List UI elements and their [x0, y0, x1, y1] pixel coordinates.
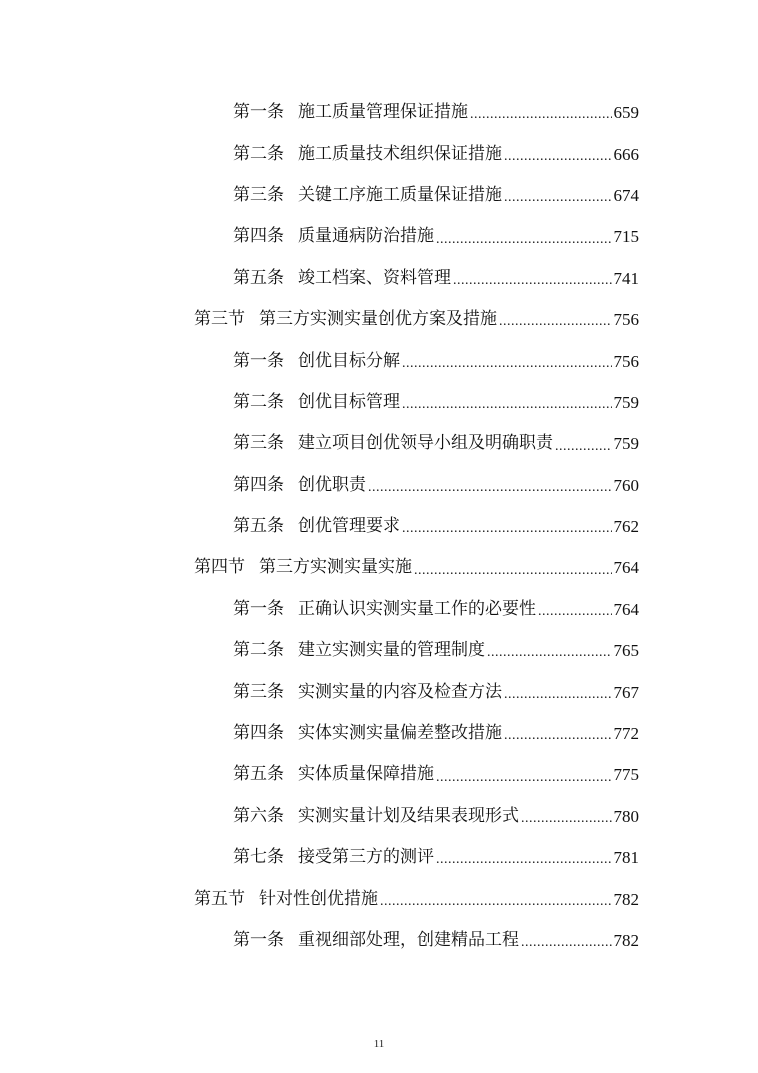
- dot-leader: [436, 233, 612, 258]
- toc-entry-number: 第三节: [194, 309, 245, 330]
- toc-entry[interactable]: [0, 465, 758, 506]
- toc-entry-page: 782: [613, 889, 639, 909]
- dot-leader: [521, 936, 612, 961]
- toc-entry-number: 第五节: [194, 888, 245, 909]
- toc-entry-title: 第三方实测实量创优方案及措施: [259, 309, 497, 330]
- toc-entry-title: 针对性创优措施: [259, 888, 378, 909]
- toc-section-entry[interactable]: [0, 299, 758, 340]
- toc-entry-number: 第四条: [233, 723, 284, 744]
- toc-entry[interactable]: [0, 754, 758, 795]
- toc-entry-number: 第五条: [233, 267, 284, 288]
- toc-entry-title: 创优目标分解: [298, 350, 400, 371]
- toc-entry-page: 759: [613, 434, 639, 454]
- toc-entry[interactable]: [0, 423, 758, 464]
- toc-entry-number: 第一条: [233, 350, 284, 371]
- toc-entry-number: 第四条: [233, 474, 284, 495]
- toc-entry[interactable]: [0, 920, 758, 961]
- toc-entry[interactable]: [0, 175, 758, 216]
- toc-entry[interactable]: [0, 216, 758, 257]
- toc-entry-page: 767: [613, 682, 639, 702]
- dot-leader: [555, 440, 612, 465]
- toc-entry-number: 第一条: [233, 102, 284, 123]
- toc-entry-title: 实体质量保障措施: [298, 764, 434, 785]
- toc-entry-title: 实测实量的内容及检查方法: [298, 681, 502, 702]
- toc-entry-page: 759: [613, 392, 639, 412]
- dot-leader: [521, 812, 612, 837]
- toc-entry-title: 创优目标管理: [298, 391, 400, 412]
- toc-entry-page: 762: [613, 517, 639, 537]
- dot-leader: [470, 108, 612, 133]
- toc-entry-number: 第一条: [233, 598, 284, 619]
- toc-entry[interactable]: [0, 506, 758, 547]
- table-of-contents: [0, 92, 758, 961]
- toc-entry-title: 创优管理要求: [298, 516, 400, 537]
- dot-leader: [538, 605, 612, 630]
- dot-leader: [368, 481, 612, 506]
- dot-leader: [402, 398, 612, 423]
- toc-entry[interactable]: [0, 340, 758, 381]
- toc-entry-page: 775: [613, 765, 639, 785]
- toc-entry-number: 第六条: [233, 805, 284, 826]
- toc-entry-number: 第七条: [233, 847, 284, 868]
- toc-entry[interactable]: [0, 630, 758, 671]
- toc-entry[interactable]: [0, 671, 758, 712]
- toc-section-entry[interactable]: [0, 547, 758, 588]
- toc-entry-page: 765: [613, 641, 639, 661]
- dot-leader: [487, 646, 612, 671]
- dot-leader: [414, 564, 612, 589]
- toc-entry-title: 施工质量管理保证措施: [298, 102, 468, 123]
- toc-entry-page: 715: [613, 227, 639, 247]
- toc-entry-title: 接受第三方的测评: [298, 847, 434, 868]
- toc-entry[interactable]: [0, 92, 758, 133]
- toc-entry[interactable]: [0, 589, 758, 630]
- toc-entry-page: 782: [613, 931, 639, 950]
- toc-entry-title: 关键工序施工质量保证措施: [298, 184, 502, 205]
- toc-entry-number: 第二条: [233, 391, 284, 412]
- toc-entry-page: 760: [613, 475, 639, 495]
- toc-entry[interactable]: [0, 133, 758, 174]
- page-number: 11: [373, 1038, 385, 1050]
- toc-entry-page: 764: [613, 599, 639, 619]
- toc-entry-page: 781: [613, 848, 639, 868]
- toc-entry-page: 659: [613, 103, 639, 123]
- toc-entry-number: 第二条: [233, 143, 284, 164]
- toc-entry[interactable]: [0, 796, 758, 837]
- toc-entry-number: 第五条: [233, 764, 284, 785]
- toc-entry[interactable]: [0, 382, 758, 423]
- dot-leader: [504, 150, 612, 175]
- toc-entry-title: 正确认识实测实量工作的必要性: [298, 598, 536, 619]
- toc-entry-number: 第五条: [233, 516, 284, 537]
- toc-section-entry[interactable]: [0, 878, 758, 919]
- toc-entry-page: 756: [613, 351, 639, 371]
- dot-leader: [499, 315, 612, 340]
- toc-entry-title: 竣工档案、资料管理: [298, 267, 451, 288]
- toc-entry-number: 第三条: [233, 681, 284, 702]
- toc-entry[interactable]: [0, 713, 758, 754]
- toc-entry-number: 第三条: [233, 433, 284, 454]
- toc-entry-title: 质量通病防治措施: [298, 226, 434, 247]
- toc-entry-title: 创优职责: [298, 474, 366, 495]
- toc-entry-title: 实测实量计划及结果表现形式: [298, 805, 519, 826]
- toc-entry-page: 772: [613, 724, 639, 744]
- toc-entry-number: 第一条: [233, 930, 284, 950]
- toc-entry-title: 建立实测实量的管理制度: [298, 640, 485, 661]
- dot-leader: [453, 274, 612, 299]
- toc-entry[interactable]: [0, 258, 758, 299]
- toc-entry[interactable]: [0, 837, 758, 878]
- dot-leader: [504, 191, 612, 216]
- toc-entry-page: 780: [613, 806, 639, 826]
- toc-entry-page: 666: [613, 144, 639, 164]
- dot-leader: [402, 357, 612, 382]
- dot-leader: [504, 729, 612, 754]
- toc-entry-number: 第二条: [233, 640, 284, 661]
- toc-entry-page: 764: [613, 558, 639, 578]
- toc-entry-title: 实体实测实量偏差整改措施: [298, 723, 502, 744]
- toc-entry-page: 756: [613, 310, 639, 330]
- toc-entry-number: 第四条: [233, 226, 284, 247]
- toc-entry-title: 施工质量技术组织保证措施: [298, 143, 502, 164]
- toc-entry-title: 第三方实测实量实施: [259, 557, 412, 578]
- toc-entry-title: 建立项目创优领导小组及明确职责: [298, 433, 553, 454]
- dot-leader: [504, 688, 612, 713]
- toc-entry-number: 第三条: [233, 184, 284, 205]
- dot-leader: [380, 895, 612, 920]
- dot-leader: [436, 853, 612, 878]
- dot-leader: [402, 522, 612, 547]
- toc-entry-number: 第四节: [194, 557, 245, 578]
- toc-entry-page: 674: [613, 185, 639, 205]
- toc-entry-title: 重视细部处理，创建精品工程: [298, 930, 519, 950]
- dot-leader: [436, 771, 612, 796]
- toc-entry-page: 741: [613, 268, 639, 288]
